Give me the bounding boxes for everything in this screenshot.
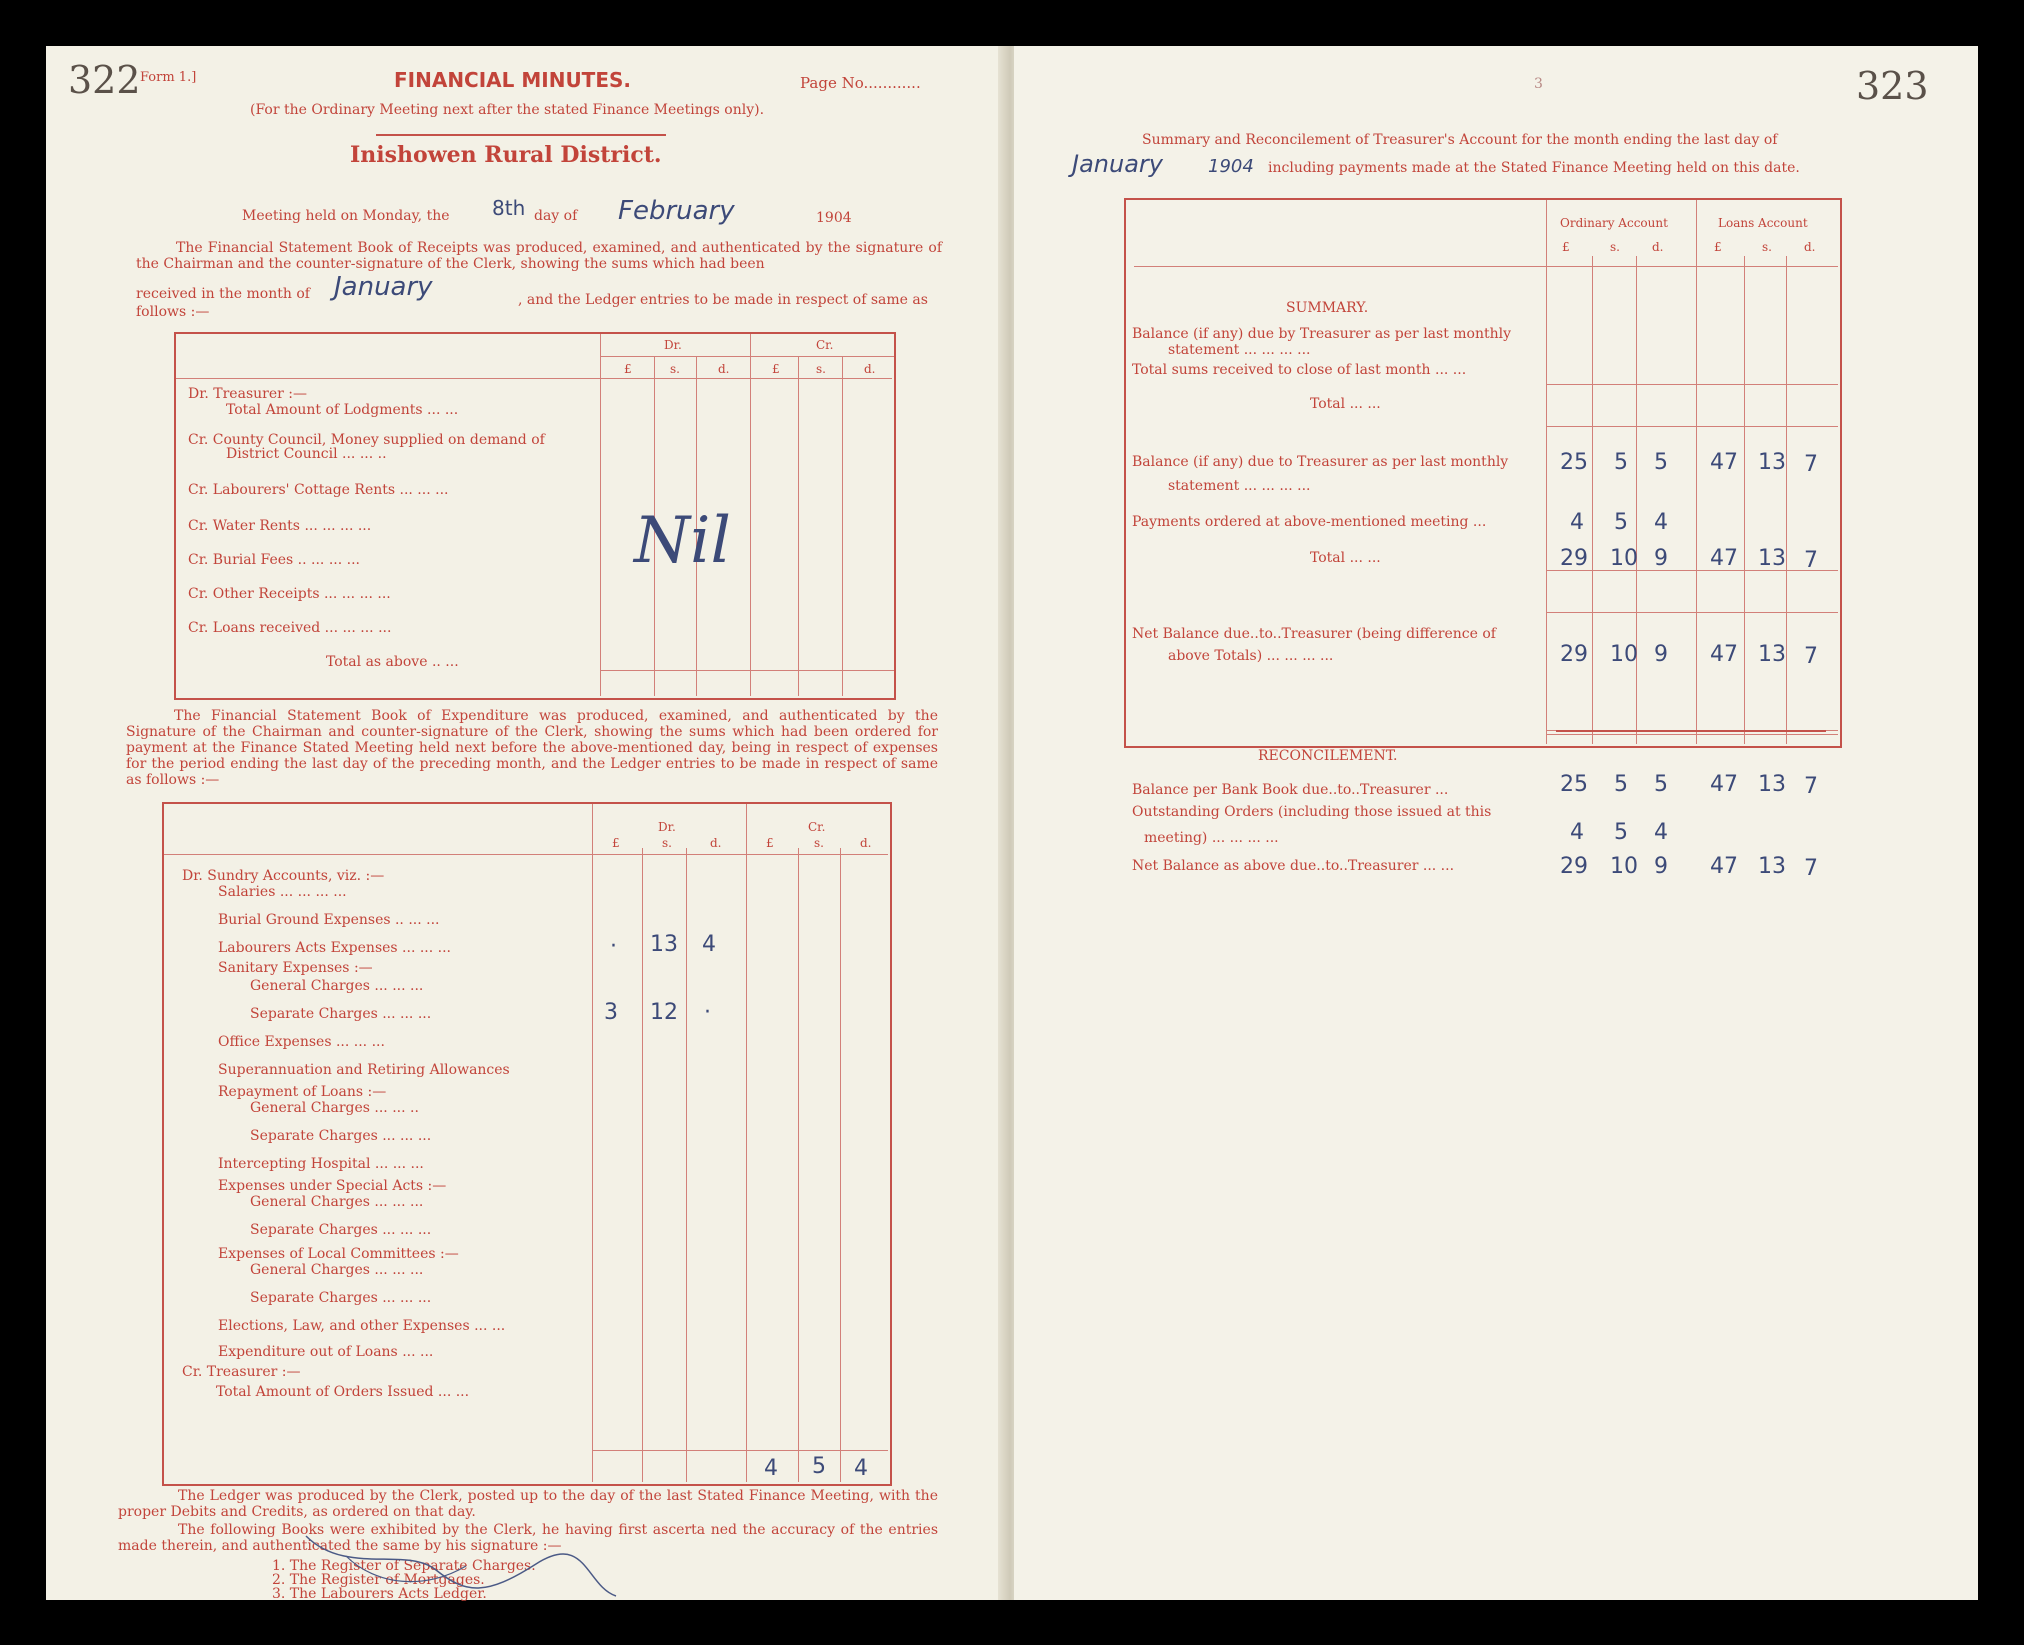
figure: 7 [1804,644,1818,669]
receipts-col-dr: Dr. [664,338,682,352]
expenditure-sub-pence-cr: d. [860,836,872,850]
left-page-number: 322 [68,58,141,102]
figure: 29 [1560,854,1588,879]
receipts-row: Cr. Burial Fees .. ... ... ... [188,552,360,568]
left-page [46,46,1010,1600]
summary-row-label: Total ... ... [1310,396,1381,412]
figure: 5 [1614,510,1628,535]
expenditure-sub-pounds-cr: £ [766,836,774,850]
labourers-pence: 4 [702,932,716,957]
expenditure-col-dr: Dr. [658,820,676,834]
summary-heading-2: including payments made at the Stated Finance Meeting held on this date. [1268,160,1800,176]
figure: 13 [1758,450,1786,475]
expenditure-sub-shillings: s. [662,836,672,850]
top-mark: 3 [1534,76,1543,92]
separate-charges-pounds: 3 [604,1000,618,1025]
figure: 13 [1758,546,1786,571]
figure: 5 [1614,820,1628,845]
heading-year: 1904 [1208,156,1254,177]
ordinary-sub-pence: d. [1652,240,1664,254]
loans-account-header: Loans Account [1718,216,1808,230]
orders-issued-pounds: 4 [764,1456,778,1481]
receipts-month-prefix: received in the month of [136,286,310,302]
heading-month: January [1072,150,1163,178]
figure: 9 [1654,854,1668,879]
receipts-month: January [334,272,433,302]
figure: 4 [1570,820,1584,845]
summary-title: SUMMARY. [1286,300,1369,316]
ordinary-sub-pounds: £ [1562,240,1570,254]
expenditure-row: Intercepting Hospital ... ... ... [218,1156,424,1172]
summary-row-label: Payments ordered at above-mentioned meeting ... [1132,514,1487,530]
summary-row-label: Total ... ... [1310,550,1381,566]
form-label: Form 1.] [140,70,197,85]
receipts-table [174,332,896,700]
receipts-paragraph: The Financial Statement Book of Receipts was produced, examined, and authenticated by the signature of the Chairman and the counter-signature of the Clerk, showing the sums which had been [136,240,942,272]
ordinary-sub-shillings: s. [1610,240,1620,254]
expenditure-row: Total Amount of Orders Issued ... ... [216,1384,470,1400]
book-item: 3. The Labourers Acts Ledger. [272,1586,487,1602]
district-name: Inishowen Rural District. [350,142,662,168]
page-no-label: Page No............ [800,74,921,92]
expenditure-row: Salaries ... ... ... ... [218,884,347,900]
meeting-day: 8th [492,196,526,220]
receipts-sub-pounds-cr: £ [772,362,780,376]
orders-issued-shillings: 5 [812,1454,826,1479]
figure: 29 [1560,642,1588,667]
expenditure-row: Repayment of Loans :— [218,1084,387,1100]
loans-sub-pounds: £ [1714,240,1722,254]
receipts-row: Cr. County Council, Money supplied on demand of [188,432,545,448]
figure: 25 [1560,772,1588,797]
figure: 7 [1804,856,1818,881]
expenditure-row: Office Expenses ... ... ... [218,1034,385,1050]
receipts-row: Cr. Water Rents ... ... ... ... [188,518,372,534]
loans-sub-shillings: s. [1762,240,1772,254]
page-subtitle: (For the Ordinary Meeting next after the stated Finance Meetings only). [250,102,765,118]
book-item: 1. The Register of Separate Charges. [272,1558,536,1574]
expenditure-row: Separate Charges ... ... ... [250,1006,432,1022]
figure: 25 [1560,450,1588,475]
figure: 5 [1654,772,1668,797]
figure: 13 [1758,854,1786,879]
expenditure-row: Expenses of Local Committees :— [218,1246,459,1262]
orders-issued-pence: 4 [854,1456,868,1481]
receipts-sub-pence: d. [718,362,730,376]
figure: 13 [1758,772,1786,797]
expenditure-row: Separate Charges ... ... ... [250,1290,432,1306]
figure: 10 [1610,546,1638,571]
figure: 47 [1710,854,1738,879]
receipts-row: Cr. Loans received ... ... ... ... [188,620,392,636]
page-title: FINANCIAL MINUTES. [394,68,631,92]
receipts-row: District Council ... ... .. [226,446,387,462]
books-paragraph: The following Books were exhibited by the Clerk, he having first ascerta ned the accuracy of the entries made therein, and authenticated the same by his signature :— [118,1522,938,1554]
figure: 7 [1804,452,1818,477]
receipts-row: Total Amount of Lodgments ... ... [226,402,459,418]
expenditure-row: General Charges ... ... ... [250,1262,424,1278]
title-rule [376,134,666,136]
expenditure-row: Sanitary Expenses :— [218,960,373,976]
figure: 4 [1654,820,1668,845]
expenditure-row: Expenses under Special Acts :— [218,1178,447,1194]
receipts-total-row: Total as above .. ... [326,654,459,670]
expenditure-row: General Charges ... ... ... [250,978,424,994]
expenditure-row: Separate Charges ... ... ... [250,1128,432,1144]
receipts-row: Cr. Other Receipts ... ... ... ... [188,586,391,602]
expenditure-row: General Charges ... ... .. [250,1100,419,1116]
figure: 47 [1710,546,1738,571]
receipts-month-suffix: , and the Ledger entries to be made in respect of same as [518,292,928,308]
meeting-year: 1904 [816,210,852,226]
expenditure-row: Cr. Treasurer :— [182,1364,301,1380]
receipts-sub-shillings-cr: s. [816,362,826,376]
summary-row-label: statement ... ... ... ... [1168,478,1311,494]
summary-row-label: statement ... ... ... ... [1168,342,1311,358]
receipts-col-cr: Cr. [816,338,834,352]
reconcile-row-label: Balance per Bank Book due..to..Treasurer ... [1132,782,1449,798]
summary-row-label: Balance (if any) due by Treasurer as per last monthly [1132,326,1512,342]
receipts-sub-shillings: s. [670,362,680,376]
book-item: 2. The Register of Mortgages. [272,1572,485,1588]
receipts-sub-pounds: £ [624,362,632,376]
expenditure-sub-pounds: £ [612,836,620,850]
expenditure-row: Superannuation and Retiring Allowances [218,1062,510,1078]
summary-row-label: above Totals) ... ... ... ... [1168,648,1334,664]
nil-entry: Nil [634,504,731,578]
receipts-row: Cr. Labourers' Cottage Rents ... ... ... [188,482,449,498]
expenditure-row: Dr. Sundry Accounts, viz. :— [182,868,385,884]
expenditure-col-cr: Cr. [808,820,826,834]
figure: 10 [1610,642,1638,667]
ledger-book-spread [46,46,1978,1600]
expenditure-row: Burial Ground Expenses .. ... ... [218,912,440,928]
figure: 47 [1710,642,1738,667]
receipts-row: Dr. Treasurer :— [188,386,307,402]
summary-heading: Summary and Reconcilement of Treasurer's Account for the month ending the last day of [1142,132,1778,148]
summary-row-label: Total sums received to close of last month ... ... [1132,362,1467,378]
reconcile-row-label: Net Balance as above due..to..Treasurer ... ... [1132,858,1455,874]
ordinary-account-header: Ordinary Account [1560,216,1668,230]
figure: 5 [1614,772,1628,797]
figure: 4 [1654,510,1668,535]
receipts-follows: follows :— [136,304,210,320]
figure: 9 [1654,546,1668,571]
separate-charges-pence: · [704,1000,711,1025]
figure: 9 [1654,642,1668,667]
figure: 47 [1710,450,1738,475]
figure: 29 [1560,546,1588,571]
expenditure-table [162,802,892,1486]
expenditure-sub-pence: d. [710,836,722,850]
figure: 4 [1570,510,1584,535]
expenditure-row: Expenditure out of Loans ... ... [218,1344,434,1360]
meeting-day-of: day of [534,208,578,224]
signature-scribble [286,1526,626,1600]
reconcilement-title: RECONCILEMENT. [1258,748,1398,764]
figure: 10 [1610,854,1638,879]
summary-row-label: Net Balance due..to..Treasurer (being difference of [1132,626,1496,642]
figure: 13 [1758,642,1786,667]
meeting-prefix: Meeting held on Monday, the [242,208,450,224]
receipts-sub-pence-cr: d. [864,362,876,376]
expenditure-row: Elections, Law, and other Expenses ... ... [218,1318,506,1334]
figure: 7 [1804,774,1818,799]
separate-charges-shillings: 12 [650,1000,678,1025]
expenditure-sub-shillings-cr: s. [814,836,824,850]
figure: 5 [1614,450,1628,475]
figure: 7 [1804,548,1818,573]
figure: 5 [1654,450,1668,475]
summary-row-label: Balance (if any) due to Treasurer as per last monthly [1132,454,1509,470]
labourers-shillings: 13 [650,932,678,957]
figure: 47 [1710,772,1738,797]
expenditure-row: Separate Charges ... ... ... [250,1222,432,1238]
expenditure-paragraph: The Financial Statement Book of Expenditure was produced, examined, and authenticated by the Signature of the Chairman and counter-signature of the Clerk, showing the sums which had been ordered for payment at the Finance Stated Meeting held next before the above-mentioned day, being in respect of expenses for the period ending the last day of the preceding month, and the Ledger entries to be made in respect of same as follows :— [126,708,938,788]
ledger-paragraph: The Ledger was produced by the Clerk, posted up to the day of the last Stated Finance Meeting, with the proper Debits and Credits, as ordered on that day. [118,1488,938,1520]
labourers-pounds: · [610,934,617,959]
reconcile-row-label: meeting) ... ... ... ... [1144,830,1279,846]
meeting-month: February [618,196,735,226]
right-page-number: 323 [1856,64,1929,108]
expenditure-row: Labourers Acts Expenses ... ... ... [218,940,452,956]
loans-sub-pence: d. [1804,240,1816,254]
right-page [1014,46,1978,1600]
expenditure-row: General Charges ... ... ... [250,1194,424,1210]
reconcile-row-label: Outstanding Orders (including those issued at this [1132,804,1492,820]
